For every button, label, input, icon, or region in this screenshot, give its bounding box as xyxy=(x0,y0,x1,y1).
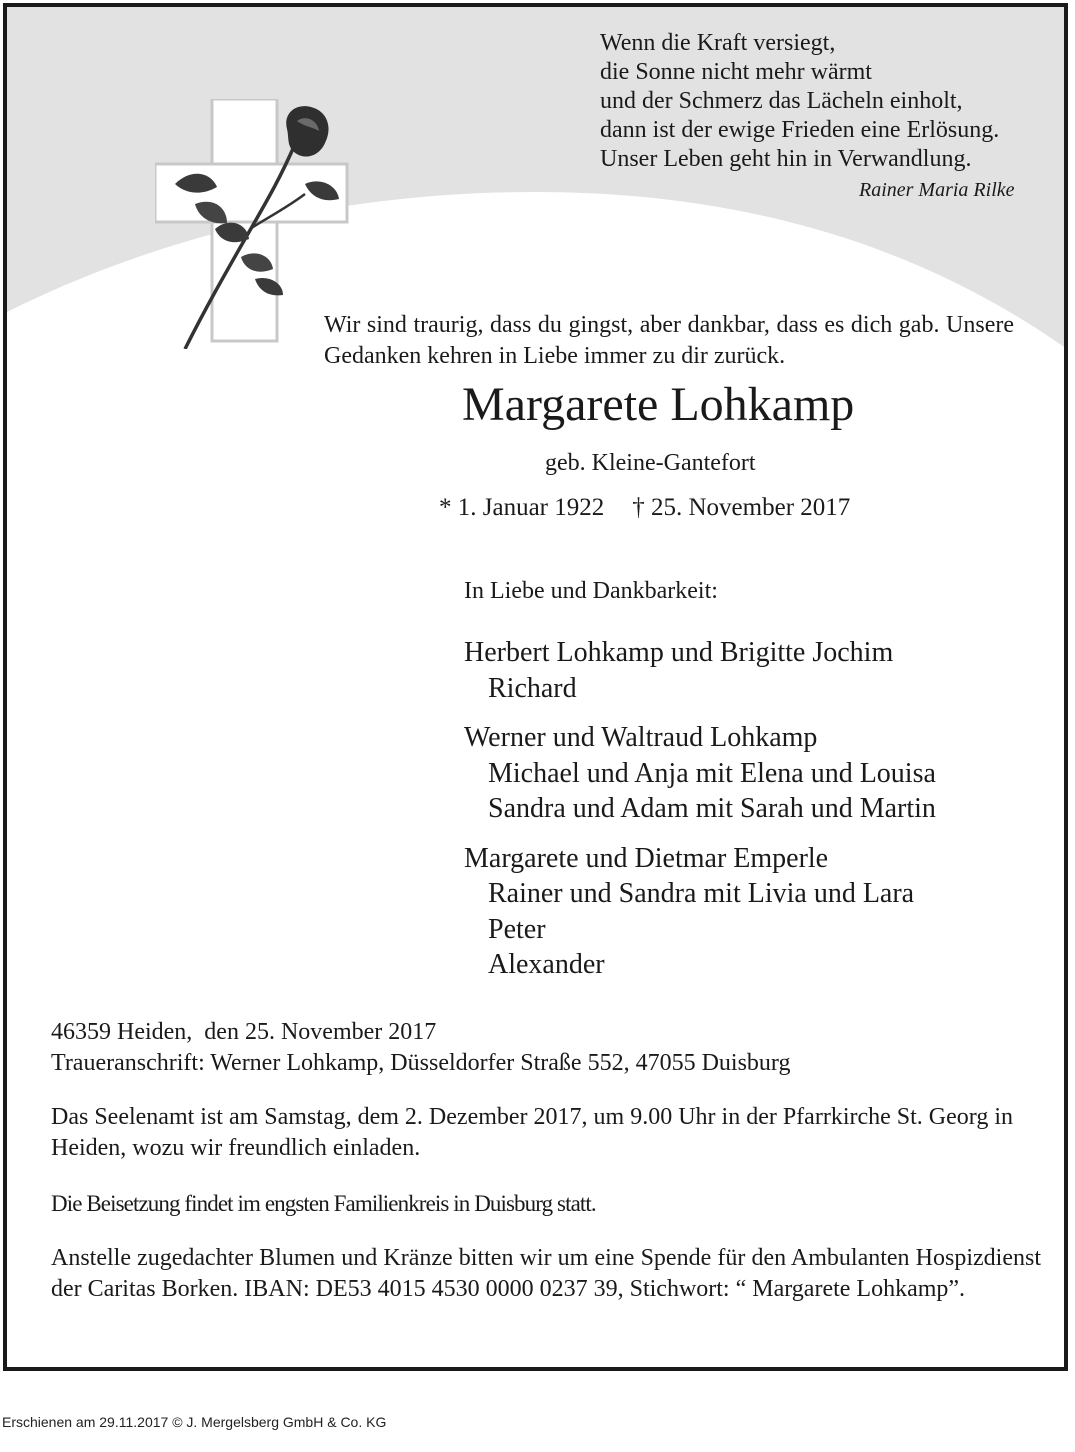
poem-line: die Sonne nicht mehr wärmt xyxy=(600,59,872,85)
thanks-heading: In Liebe und Dankbarkeit: xyxy=(464,578,718,604)
family-main: Herbert Lohkamp und Brigitte Jochim xyxy=(464,637,894,668)
obituary-card xyxy=(3,3,1068,1371)
family-group xyxy=(464,841,936,983)
place-and-address xyxy=(51,1017,790,1079)
poem-line: Wenn die Kraft versiegt, xyxy=(600,30,836,56)
family-sub: Richard xyxy=(488,672,577,704)
family-sub: Sandra und Adam mit Sarah und Martin xyxy=(488,793,936,824)
family-main: Margarete und Dietmar Emperle xyxy=(464,842,829,874)
publication-footer: Erschienen am 29.11.2017 © J. Mergelsberg GmbH & Co. KG xyxy=(2,1414,387,1430)
family-group xyxy=(464,635,936,706)
donation-text: Anstelle zugedachter Blumen und Kränze bitten wir um eine Spende für den Ambulanten Hospizdienst der Caritas Borken. IBAN: DE53 4015 4530 0000 0237 39, Stichwort: “ Margarete Lohkamp”. xyxy=(51,1245,1041,1302)
poem-line: und der Schmerz das Lächeln einholt, xyxy=(600,88,963,114)
deceased-name: Margarete Lohkamp xyxy=(462,378,855,431)
poem-line: Unser Leben geht hin in Verwandlung. xyxy=(600,146,972,172)
life-dates xyxy=(439,494,850,522)
family-sub: Rainer und Sandra mit Livia und Lara xyxy=(488,878,915,909)
intro-text: Wir sind traurig, dass du gingst, aber dankbar, dass es dich gab. Unsere Gedanken kehren in Liebe immer zu dir zurück. xyxy=(324,312,1014,369)
family-sub: Peter xyxy=(488,913,546,945)
birth-name: geb. Kleine-Gantefort xyxy=(545,450,756,476)
family-list xyxy=(464,635,936,997)
service-text: Das Seelenamt ist am Samstag, dem 2. Dezember 2017, um 9.00 Uhr in der Pfarrkirche St. Georg in Heiden, wozu wir freundlich einladen. xyxy=(51,1104,1014,1161)
family-sub: Michael und Anja mit Elena und Louisa xyxy=(488,757,936,789)
birth-date: * 1. Januar 1922 xyxy=(439,494,605,521)
family-main: Werner und Waltraud Lohkamp xyxy=(464,722,818,753)
family-sub: Alexander xyxy=(488,949,605,980)
place-date: 46359 Heiden, den 25. November 2017 xyxy=(51,1019,437,1045)
burial-text: Die Beisetzung findet im engsten Familienkreis in Duisburg statt. xyxy=(51,1191,596,1216)
death-date: † 25. November 2017 xyxy=(632,494,851,521)
mourning-address: Traueranschrift: Werner Lohkamp, Düsseldorfer Straße 552, 47055 Duisburg xyxy=(51,1050,791,1076)
poem-line: dann ist der ewige Frieden eine Erlösung. xyxy=(600,117,1000,143)
poem xyxy=(600,29,999,174)
poem-author: Rainer Maria Rilke xyxy=(859,179,1015,201)
family-group xyxy=(464,720,936,827)
